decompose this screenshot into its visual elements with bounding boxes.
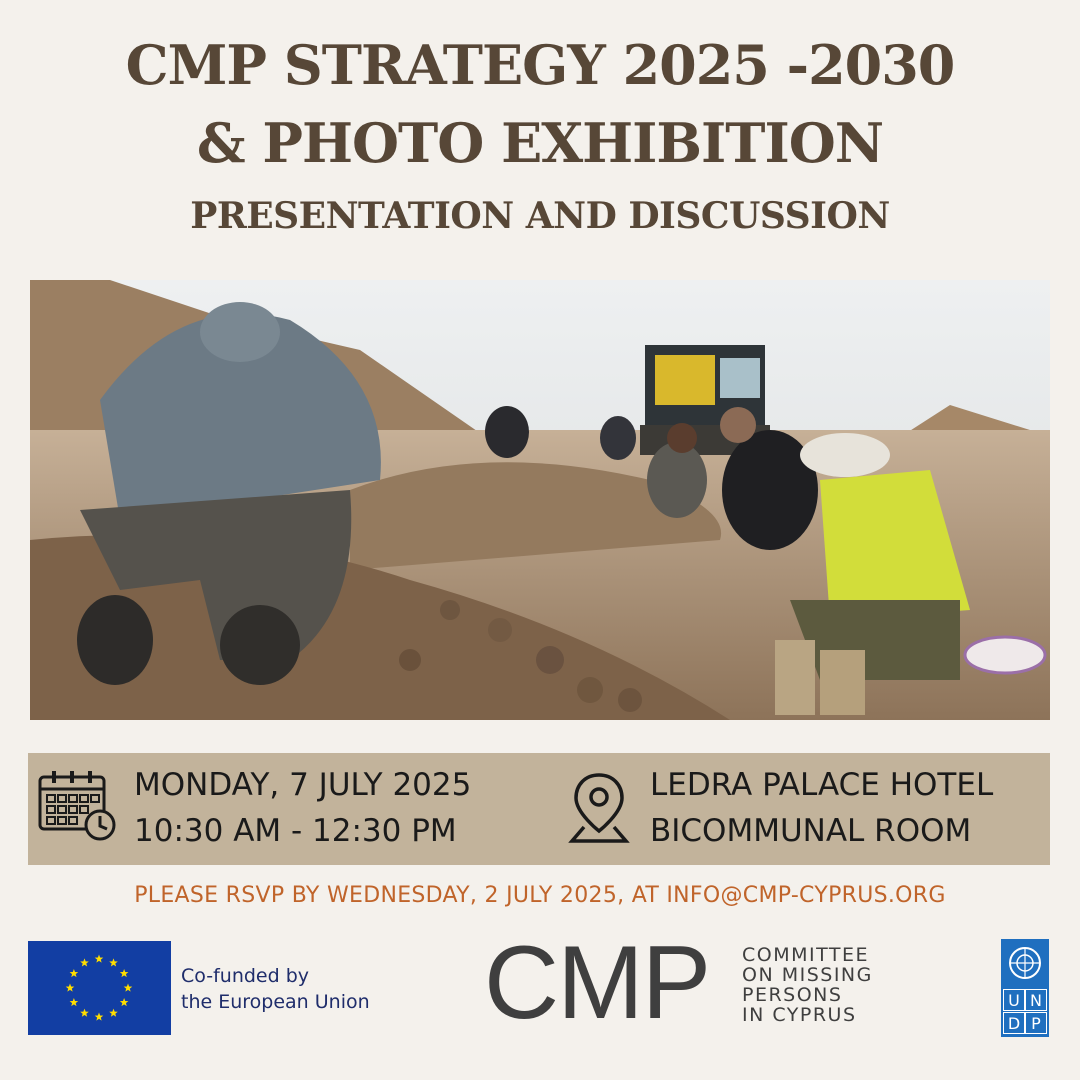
undp-logo	[1001, 939, 1049, 1037]
title-line-1: CMP STRATEGY 2025 -2030	[125, 33, 955, 97]
event-time: 10:30 AM - 12:30 PM	[134, 813, 457, 849]
undp-letter: D	[1003, 1012, 1025, 1034]
location-pin-icon	[568, 771, 630, 850]
event-room: BICOMMUNAL ROOM	[650, 813, 972, 849]
eu-star	[80, 958, 89, 966]
eu-flag-icon	[28, 941, 171, 1035]
eu-star	[120, 998, 129, 1006]
eu-text-line-1: Co-funded by	[181, 965, 310, 987]
eu-star	[66, 984, 75, 992]
undp-letter: U	[1003, 989, 1025, 1011]
cmp-name-line: PERSONS	[742, 984, 843, 1006]
undp-letter: N	[1025, 989, 1047, 1011]
eu-text-line-2: the European Union	[181, 991, 370, 1013]
eu-star	[109, 958, 118, 966]
rsvp-note: PLEASE RSVP BY WEDNESDAY, 2 JULY 2025, AT INFO@CMP-CYPRUS.ORG	[134, 883, 946, 908]
cmp-full-name	[742, 945, 873, 1025]
cmp-name-line: COMMITTEE	[742, 944, 869, 966]
eu-star	[80, 1009, 89, 1017]
un-emblem-icon	[1005, 943, 1045, 983]
eu-star	[95, 1013, 104, 1021]
cmp-name-line: ON MISSING	[742, 964, 873, 986]
subtitle: PRESENTATION AND DISCUSSION	[190, 195, 890, 237]
cmp-logo: CMP	[484, 925, 710, 1041]
eu-star	[70, 969, 79, 977]
eu-star	[124, 984, 133, 992]
eu-star	[120, 969, 129, 977]
event-info-bar	[28, 753, 1050, 865]
event-date: MONDAY, 7 JULY 2025	[134, 767, 472, 803]
undp-letter: P	[1025, 1012, 1047, 1034]
cmp-name-line: IN CYPRUS	[742, 1004, 857, 1026]
eu-cofunded-text	[181, 963, 370, 1015]
eu-star	[109, 1009, 118, 1017]
eu-star	[95, 955, 104, 963]
event-venue: LEDRA PALACE HOTEL	[650, 767, 994, 803]
title-line-2: & PHOTO EXHIBITION	[196, 111, 884, 175]
eu-star	[70, 998, 79, 1006]
excavation-photo	[30, 280, 1050, 720]
calendar-clock-icon	[38, 769, 118, 848]
